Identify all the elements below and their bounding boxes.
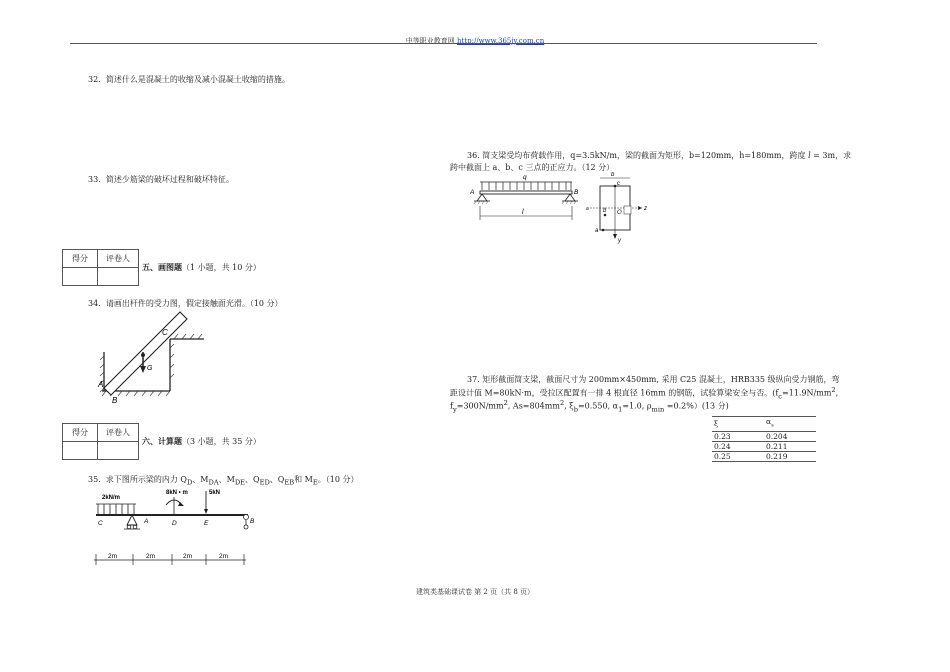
- q32-text: 简述什么是混凝土的收缩及减小混凝土收缩的措施。: [105, 75, 290, 84]
- q35-sub-e: E: [312, 478, 318, 487]
- question-36-line-1: [467, 150, 851, 161]
- q35-point-d: D: [172, 520, 177, 527]
- grader-field[interactable]: [98, 442, 139, 460]
- q36-label-support-a: A: [470, 189, 475, 196]
- q35-text-c: 、M: [218, 475, 235, 484]
- q34-label-g: G: [147, 365, 153, 372]
- question-37-line-2: 距设计值 M=80kN·m，受拉区配置有一排 4 根直径 16mm 的钢筋，试验算梁安全与否。($f_c=11.9N/mm^2$,: [450, 386, 839, 401]
- score-label: 得分: [63, 424, 98, 442]
- q35-dim-2: 2m: [146, 553, 156, 560]
- xi-alpha-table: [712, 416, 816, 462]
- q36-beam-figure: [470, 172, 650, 246]
- q35-text-g: 。（10 分）: [317, 475, 359, 484]
- q37-alpha: =0.550, α: [577, 401, 619, 411]
- question-37-line-3: $f_y=300N/mm^2$, $As=804mm^2$, $\xi_b=0.550$, $\alpha_1=1.0$, $\rho_{min} =0.2\%)(13$ 分): [450, 399, 729, 414]
- q34-number: 34.: [88, 299, 101, 308]
- page-header: [0, 36, 950, 46]
- table-header-alpha: $\alpha_s$: [764, 417, 816, 432]
- q36-label-b-point: b: [603, 208, 607, 214]
- q34-label-a: A: [98, 380, 104, 389]
- score-label: 得分: [63, 250, 98, 268]
- table-cell: 0.219: [764, 451, 816, 461]
- q35-point-e: E: [204, 520, 209, 527]
- header-rule: [70, 43, 817, 44]
- q36-text-1-end: = 3m，求: [810, 151, 852, 160]
- q36-label-q: q: [523, 174, 527, 181]
- q35-load-point: 5kN: [209, 490, 221, 496]
- q37-as: , As=804mm: [507, 401, 560, 411]
- q33-text: 简述少筋梁的破坏过程和破坏特征。: [105, 175, 234, 184]
- q35-point-a: A: [144, 518, 149, 525]
- q35-sub-d: D: [186, 478, 193, 487]
- q36-label-b: b: [611, 172, 615, 178]
- score-box-1: [62, 249, 139, 286]
- q35-point-c: C: [98, 520, 103, 527]
- page-footer: 建筑类基础课试卷 第 2 页（共 8 页）: [415, 588, 535, 596]
- q36-label-a: a: [595, 228, 599, 234]
- q35-dim-4: 2m: [219, 553, 229, 560]
- section-5-info: （1 小题，共 10 分）: [182, 263, 261, 272]
- score-box-2: [62, 423, 139, 460]
- q35-text-f: 和 M: [294, 475, 313, 484]
- section-5-title: 五、画图题: [142, 262, 182, 272]
- q36-l: l: [808, 151, 811, 160]
- score-field[interactable]: [63, 442, 98, 460]
- grader-label: 评卷人: [98, 424, 139, 442]
- question-32: [88, 74, 290, 85]
- section-6-title: 六、计算题: [142, 436, 182, 446]
- table-cell: 0.25: [712, 451, 764, 461]
- grader-label: 评卷人: [98, 250, 139, 268]
- q35-number: 35.: [88, 475, 101, 484]
- q34-text: 请画出杆件的受力图，假定接触面光滑。（10 分）: [105, 299, 283, 308]
- q35-dim-3: 2m: [183, 553, 193, 560]
- q35-text-b: 、M: [192, 475, 209, 484]
- q36-label-l: l: [522, 209, 524, 216]
- q37-xi: , ξ: [564, 401, 574, 411]
- q35-sub-de: DE: [234, 478, 246, 487]
- table-row: [712, 441, 816, 451]
- q33-number: 33.: [88, 175, 101, 184]
- q36-label-c: c: [617, 181, 620, 187]
- table-row: [712, 431, 816, 441]
- q36-label-a-small: a: [586, 206, 589, 212]
- grader-field[interactable]: [98, 268, 139, 286]
- q36-text-1: 36. 简支梁受均布荷载作用，q=3.5kN/m，梁的截面为矩形，b=120mm，h=180mm，跨度: [467, 151, 806, 160]
- table-header-xi: ξ: [712, 417, 764, 432]
- question-37-line-1: [467, 374, 840, 385]
- q35-beam-figure: [88, 485, 268, 570]
- table-header-alpha-text: α: [766, 417, 772, 426]
- q35-sub-ed: ED: [259, 478, 270, 487]
- q37-fy: =300N/mm: [456, 401, 504, 411]
- section-6-info: （3 小题，共 35 分）: [182, 437, 261, 446]
- q36-label-y: y: [618, 238, 621, 244]
- q34-label-b: B: [112, 396, 118, 404]
- q35-dim-1: 2m: [108, 553, 118, 560]
- q35-text-d: 、Q: [245, 475, 260, 484]
- q37-rho: =1.0, ρ: [622, 401, 652, 411]
- header-site-name: 中等职业教育网: [405, 37, 455, 45]
- q37-sub-c: c: [778, 392, 783, 401]
- q36-label-o: O: [617, 210, 622, 216]
- table-cell: 0.23: [712, 431, 764, 441]
- question-33: [88, 174, 234, 185]
- q37-text-2-end: =11.9N/mm: [782, 388, 832, 398]
- q35-text-a: 求下图所示梁的内力 Q: [105, 475, 187, 484]
- q32-number: 32.: [88, 75, 101, 84]
- q35-load-q: 2kN/m: [102, 495, 121, 501]
- q37-f: f: [450, 401, 453, 411]
- q37-rho-end: =0.2%）(13 分): [664, 401, 729, 411]
- q37-text-1: 37. 矩形截面简支梁，截面尺寸为 200mm×450mm, 采用 C25 混凝土，HRB335 级纵向受力钢筋，弯: [467, 375, 840, 384]
- q35-point-b: B: [250, 518, 255, 525]
- score-field[interactable]: [63, 268, 98, 286]
- table-header-row: [712, 417, 816, 432]
- q37-text-2: 距设计值 M=80kN·m，受拉区配置有一排 4 根直径 16mm 的钢筋，试验算梁安全与否。(f: [450, 388, 779, 398]
- header-url-link[interactable]: http://www.365jy.com.cn: [456, 37, 545, 45]
- q36-text-2: 跨中截面上 a、b、c 三点的正应力。（12 分）: [450, 163, 615, 172]
- section-5-heading: [142, 262, 261, 273]
- q35-load-moment: 8kN • m: [166, 490, 188, 496]
- q35-sub-da: DA: [208, 478, 219, 487]
- table-cell: 0.204: [764, 431, 816, 441]
- q35-text-e: 、Q: [269, 475, 285, 484]
- q36-label-z: z: [644, 206, 647, 212]
- table-cell: 0.24: [712, 441, 764, 451]
- q35-sub-eb: EB: [284, 478, 295, 487]
- q36-label-support-b: B: [574, 189, 579, 196]
- table-row: [712, 451, 816, 461]
- section-6-heading: [142, 436, 261, 447]
- table-cell: 0.211: [764, 441, 816, 451]
- q34-label-c: C: [162, 328, 168, 337]
- q34-rod-figure: [96, 308, 208, 404]
